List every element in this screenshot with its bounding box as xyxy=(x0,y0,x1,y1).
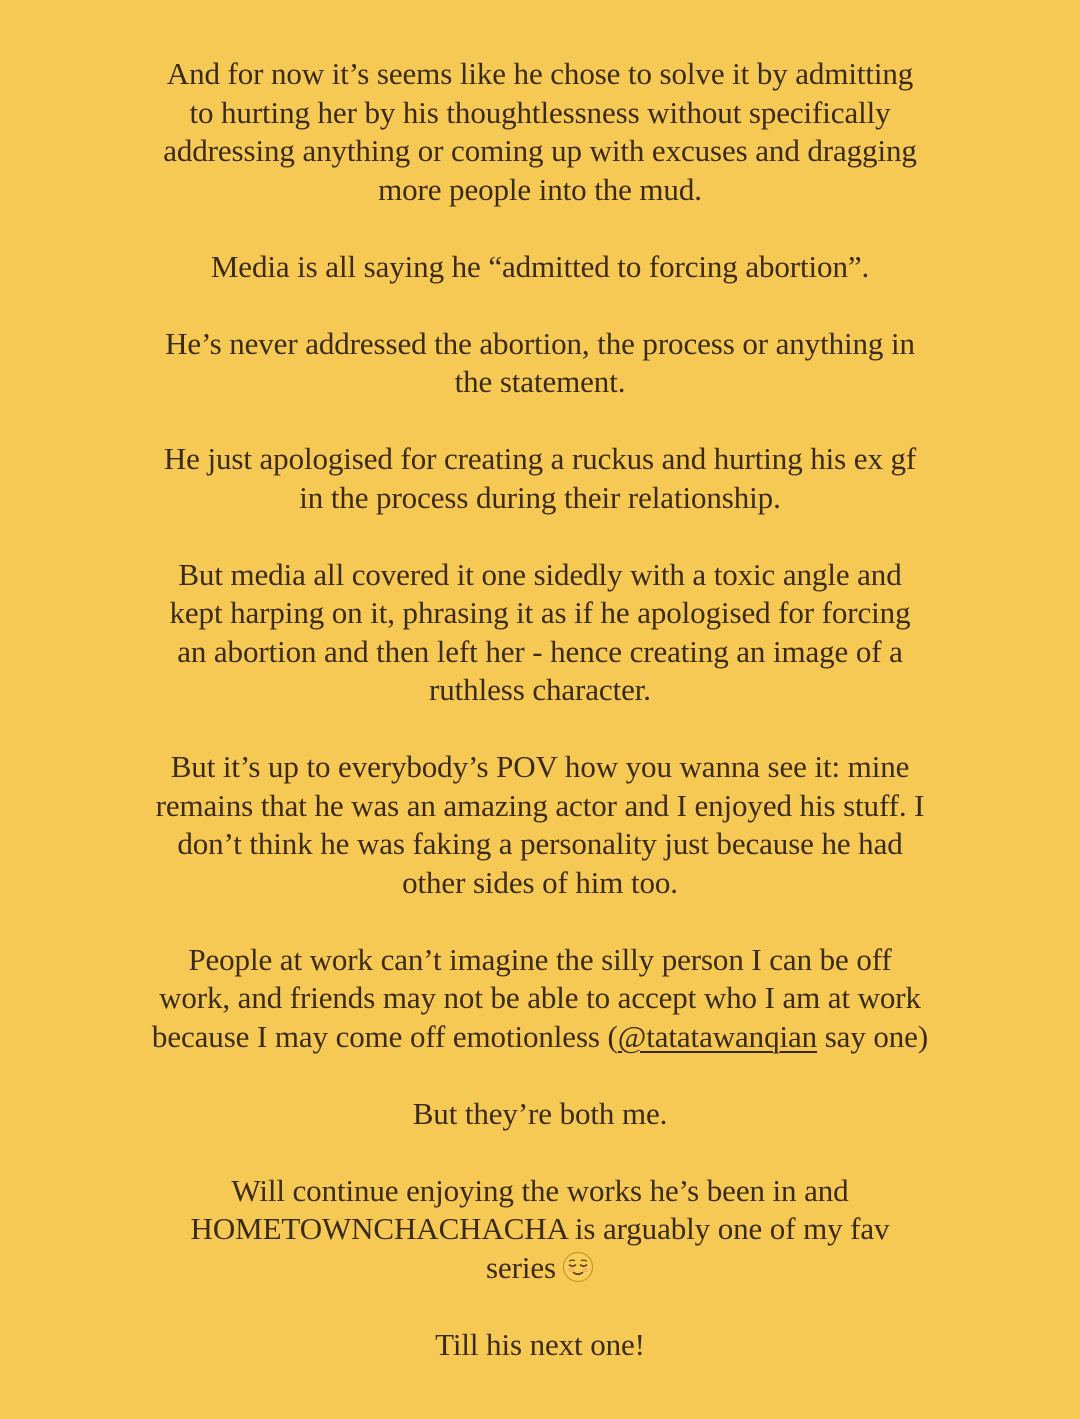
text-line: HOMETOWNCHACHACHA is arguably one of my fav xyxy=(190,1211,890,1246)
text-line: Media is all saying he “admitted to forcing abortion”. xyxy=(210,248,870,284)
text-line: But media all covered it one sidedly with a toxic angle and xyxy=(178,556,902,592)
text-line: to hurting her by his thoughtlessness without specifically xyxy=(189,94,891,130)
relieved-face-icon xyxy=(562,1251,594,1283)
paragraph-2 xyxy=(60,248,1020,287)
paragraph-6 xyxy=(60,748,1020,902)
text-line: in the process during their relationship. xyxy=(299,479,781,515)
paragraph-4 xyxy=(60,440,1020,517)
text-line: don’t think he was faking a personality just because he had xyxy=(177,826,903,861)
text-line: He’s never addressed the abortion, the process or anything in xyxy=(165,325,915,361)
paragraph-7 xyxy=(60,941,1020,1057)
text-line: But they’re both me. xyxy=(412,1095,668,1131)
text-line: He just apologised for creating a ruckus and hurting his ex gf xyxy=(163,441,917,476)
text-line: addressing anything or coming up with excuses and dragging xyxy=(163,133,917,168)
user-mention-link[interactable]: @tatatawanqian xyxy=(617,1018,818,1054)
text-line: because I may come off emotionless ( xyxy=(151,1018,618,1054)
text-line: Till his next one! xyxy=(435,1326,645,1362)
text-line: other sides of him too. xyxy=(402,864,678,900)
text-line: an abortion and then left her - hence creating an image of a xyxy=(177,633,903,669)
text-line: Will continue enjoying the works he’s been in and xyxy=(231,1172,849,1208)
text-line: And for now it’s seems like he chose to solve it by admitting xyxy=(166,56,914,91)
paragraph-5 xyxy=(60,556,1020,710)
paragraph-3 xyxy=(60,325,1020,402)
text-line: series xyxy=(486,1249,556,1285)
text-line: kept harping on it, phrasing it as if he apologised for forcing xyxy=(169,595,911,630)
text-line: But it’s up to everybody’s POV how you wanna see it: mine xyxy=(170,749,910,784)
paragraph-1 xyxy=(60,55,1020,209)
text-line: the statement. xyxy=(454,364,626,399)
text-line: People at work can’t imagine the silly person I can be off xyxy=(188,941,892,977)
paragraph-10 xyxy=(60,1326,1020,1365)
text-line: ruthless character. xyxy=(429,672,651,707)
story-text xyxy=(60,55,1020,1364)
paragraph-8 xyxy=(60,1095,1020,1134)
text-line: say one) xyxy=(817,1018,929,1054)
text-line: more people into the mud. xyxy=(378,171,702,207)
text-line: remains that he was an amazing actor and I enjoyed his stuff. I xyxy=(155,787,925,823)
text-line: work, and friends may not be able to accept who I am at work xyxy=(159,980,921,1015)
paragraph-9 xyxy=(60,1172,1020,1288)
